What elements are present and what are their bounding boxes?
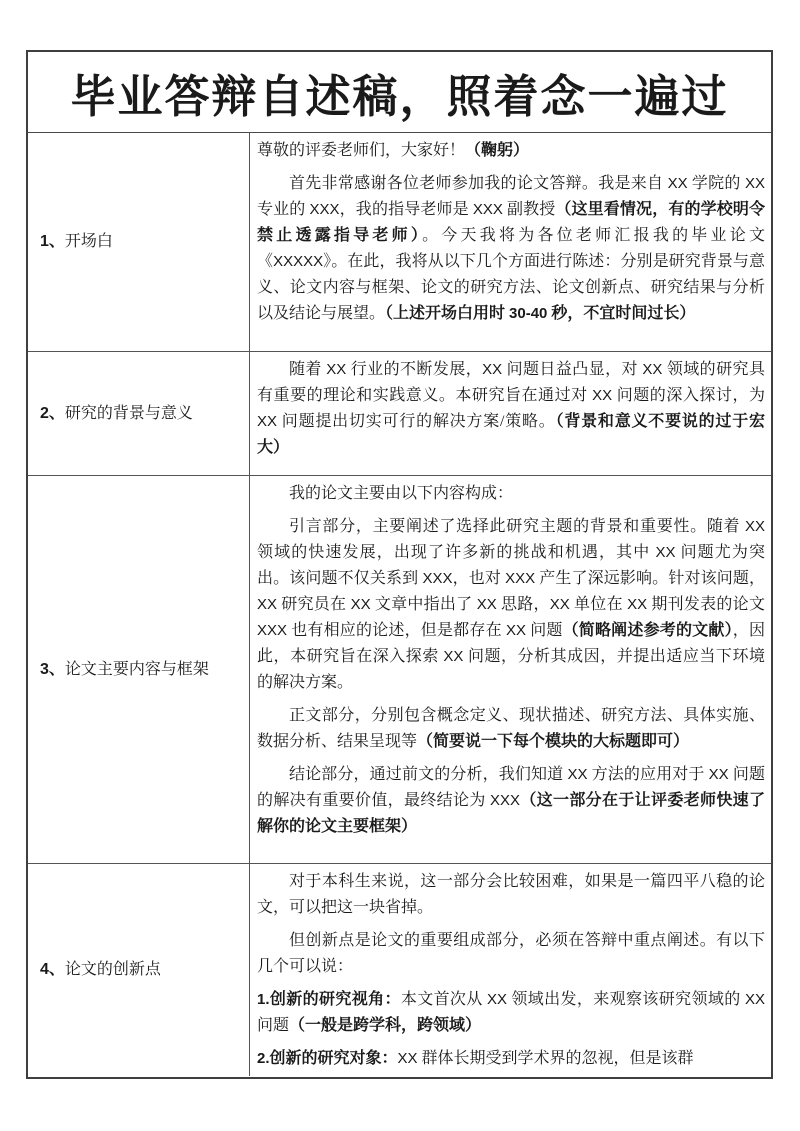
page-title: 毕业答辩自述稿，照着念一遍过 — [70, 71, 729, 122]
paragraph — [257, 481, 765, 507]
latin-text: XX — [708, 766, 729, 783]
text-segment: 随着 XX 行业的不断发展，XX 问题日益凸显，对 XX 领域的研究具有重要的理论和实践意义。本研究旨在通过对 XX 问题的深入探讨，为 XX 问题提出切实可行的解决方案/策略。 — [257, 361, 765, 430]
row-label-number: 2、 — [40, 404, 65, 422]
text-segment: 尊敬的评委老师们，大家好！ — [257, 142, 466, 159]
row-label-text: 开场白 — [64, 233, 113, 250]
row-label-number: 4、 — [40, 961, 65, 978]
row-content — [250, 864, 771, 1076]
table-row — [28, 352, 771, 476]
row-label — [28, 133, 250, 351]
bold-note: （鞠躬） — [465, 142, 530, 159]
latin-text: XX — [744, 991, 765, 1008]
latin-text: XX — [487, 991, 508, 1008]
latin-text: XX — [257, 413, 278, 430]
table-row — [28, 133, 771, 352]
bold-note: （上述开场白用时 30-40 秒，不宜时间过长） — [385, 305, 696, 322]
text-segment: 。今天我将为各位老师汇报我的毕业论文《XXXXX》。在此，我将从以下几个方面进行陈述：分别是研究背景与意义、论文内容与框架、论文的研究方法、论文创新点、研究结果与分析以及结论与展望。 — [257, 227, 765, 322]
latin-text: XX — [592, 387, 613, 404]
defense-script-table — [26, 50, 773, 1079]
paragraph — [257, 869, 765, 921]
latin-text: XX — [397, 1050, 418, 1067]
latin-text: XX — [744, 518, 765, 535]
latin-text: 2. — [257, 1050, 270, 1067]
latin-text: XX — [655, 544, 676, 561]
text-segment: 结论部分，通过前文的分析，我们知道 XX 方法的应用对于 XX 问题的解决有重要价值，最终结论为 XXX — [257, 766, 765, 809]
latin-text: XX — [549, 596, 570, 613]
bold-note: （这一部分在于让评委老师快速了解你的论文主要框架） — [257, 792, 765, 835]
latin-text: 3 — [40, 660, 49, 678]
row-label-number: 3、 — [40, 660, 65, 678]
paragraph — [257, 762, 765, 840]
latin-text: XX — [443, 648, 464, 665]
latin-text: XX — [627, 596, 648, 613]
paragraph — [257, 171, 765, 327]
bold-note: 1.创新的研究视角： — [257, 991, 401, 1008]
row-content — [250, 133, 771, 351]
paragraph — [257, 928, 765, 980]
latin-text: 30-40 — [509, 305, 548, 322]
bold-note: （这里看情况，有的学校明令禁止透露指导老师） — [257, 201, 765, 244]
paragraph — [257, 138, 765, 164]
row-label-number: 1、 — [40, 233, 65, 250]
text-segment: 首先非常感谢各位老师参加我的论文答辩。我是来自 XX 学院的 XX 专业的 XXX，我的指导老师是 XXX 副教授 — [257, 175, 765, 218]
row-content — [250, 352, 771, 475]
paragraph — [257, 357, 765, 461]
text-segment: 正文部分，分别包含概念定义、现状描述、研究方法、具体实施、数据分析、结果呈现等 — [257, 707, 765, 750]
latin-text: XXX — [489, 792, 520, 809]
latin-text: XX — [642, 361, 663, 378]
row-label-text: 论文的创新点 — [64, 961, 161, 978]
text-segment: ，因此，本研究旨在深入探索 XX 问题，分析其成因，并提出适应当下环境的解决方案。 — [257, 622, 765, 691]
paragraph — [257, 987, 765, 1039]
row-content — [250, 476, 771, 863]
latin-text: XXX — [472, 201, 503, 218]
bold-note: 2.创新的研究对象： — [257, 1050, 398, 1067]
latin-text: XX — [476, 596, 497, 613]
text-segment: 对于本科生来说，这一部分会比较困难，如果是一篇四平八稳的论文，可以把这一块省掉。 — [257, 873, 765, 916]
paragraph — [257, 514, 765, 696]
bold-note: （一般是跨学科，跨领域） — [289, 1017, 482, 1034]
paragraph — [257, 1046, 765, 1072]
text-segment: 我的论文主要由以下内容构成： — [289, 485, 514, 502]
table-row — [28, 476, 771, 864]
latin-text: XXXXX — [273, 253, 324, 270]
latin-text: XXX — [257, 622, 288, 639]
latin-text: XX — [567, 766, 588, 783]
latin-text: 2 — [40, 404, 49, 422]
bold-note: （简略阐述参考的文献） — [562, 622, 733, 639]
latin-text: XX — [744, 175, 765, 192]
paragraph — [257, 703, 765, 755]
latin-text: XX — [350, 596, 371, 613]
text-segment: XX 群体长期受到学术界的忽视，但是该群 — [397, 1050, 694, 1067]
latin-text: 4 — [40, 961, 49, 978]
bold-note: （背景和意义不要说的过于宏大） — [257, 413, 765, 456]
text-segment: 引言部分，主要阐述了选择此研究主题的背景和重要性。随着 XX 领域的快速发展，出现了许多新的挑战和机遇，其中 XX 问题尤为突出。该问题不仅关系到 XXX，也对 XXX 产生了深远影响。针对该问题，XX 研究员在 XX 文章中指出了 XX 思路，XX 单位在 XX 期刊发表的论文 XXX 也有相应的论述，但是都存在 XX 问题 — [257, 518, 765, 639]
row-label — [28, 352, 250, 475]
table-row — [28, 864, 771, 1076]
row-label — [28, 864, 250, 1076]
latin-text: 1. — [257, 991, 270, 1008]
latin-text: XXX — [505, 570, 536, 587]
latin-text: XX — [257, 596, 278, 613]
title-row — [28, 52, 771, 133]
text-segment: 但创新点是论文的重要组成部分，必须在答辩中重点阐述。有以下几个可以说： — [257, 932, 765, 975]
latin-text: XX — [482, 361, 503, 378]
latin-text: XX — [667, 175, 688, 192]
text-segment: 本文首次从 XX 领域出发，来观察该研究领域的 XX 问题 — [257, 991, 765, 1034]
latin-text: XX — [326, 361, 347, 378]
bold-note: （简要说一下每个模块的大标题即可） — [417, 733, 690, 750]
row-label-text: 论文主要内容与框架 — [64, 660, 209, 678]
row-label — [28, 476, 250, 863]
latin-text: XXX — [309, 201, 340, 218]
latin-text: XXX — [422, 570, 453, 587]
latin-text: 1 — [40, 233, 49, 250]
row-label-text: 研究的背景与意义 — [64, 404, 193, 422]
latin-text: XX — [505, 622, 526, 639]
